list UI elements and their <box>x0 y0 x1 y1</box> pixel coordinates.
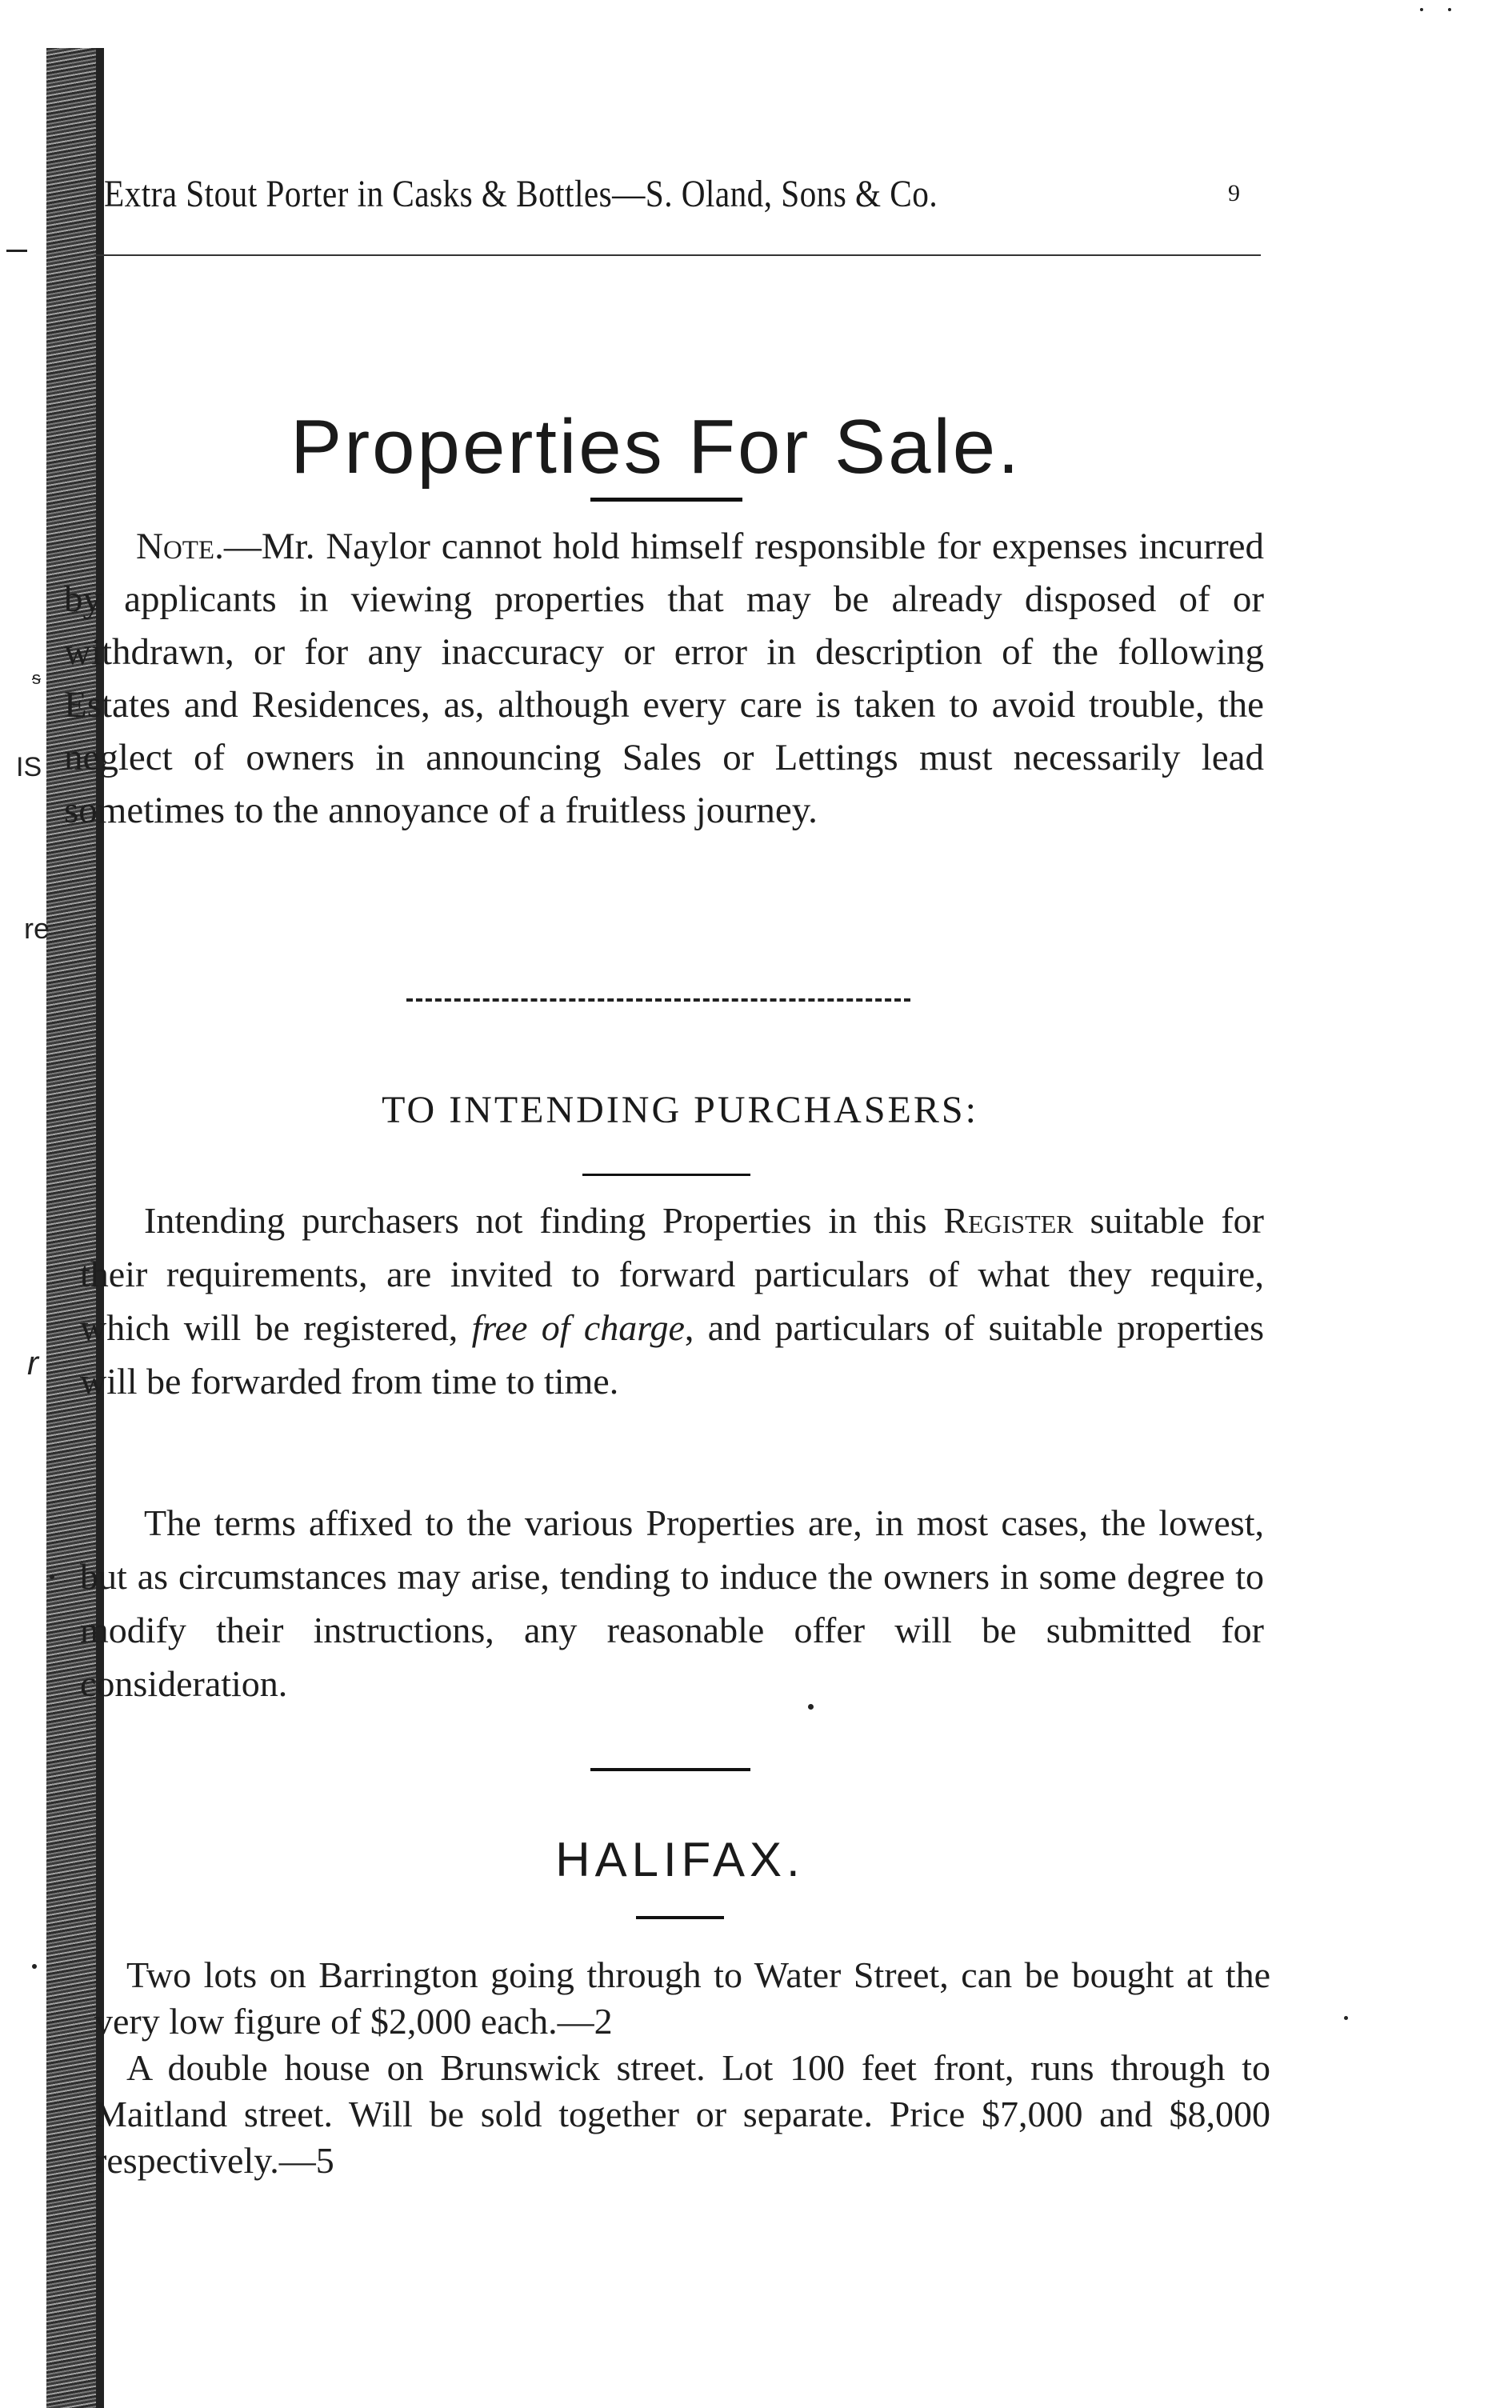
header-rule <box>94 254 1261 256</box>
title-rule <box>590 498 742 502</box>
paragraph-text: , and particulars of suitable properties will be forwarded from time to time. <box>80 1307 1265 1402</box>
paragraph-text: Intending purchasers not finding Properties in this <box>144 1200 944 1241</box>
note-text: —Mr. Naylor cannot hold himself responsible for expenses incurred by applicants in viewing properties that may be already disposed of or withdrawn, or for any inaccuracy or error in description of the following Estates and Residences, as, although every care is taken to avoid trouble, the neglect of owners in announcing Sales or Lettings must necessarily lead sometimes to the annoyance of a fruitless journey. <box>64 526 1264 831</box>
note-paragraph <box>64 520 1264 837</box>
page-title: Properties For Sale. <box>290 404 1022 490</box>
halifax-heading: HALIFAX. <box>555 1833 805 1886</box>
intending-paragraph <box>80 1194 1264 1408</box>
heading-rule <box>582 1174 750 1176</box>
margin-fragment: IS <box>16 752 42 782</box>
free-of-charge: free of charge <box>471 1307 685 1348</box>
intending-purchasers-heading: TO INTENDING PURCHASERS: <box>382 1089 978 1131</box>
ink-speck <box>1420 8 1423 11</box>
paragraph-text: suitable for their requirements, are invited to forward particulars of what they require, which will be registered, <box>80 1200 1265 1348</box>
listing-item <box>94 2045 1270 2184</box>
listing-text: Two lots on Barrington going through to Water Street, can be bought at the very low figure of $2,000 each.—2 <box>94 1954 1270 2042</box>
listing-text: A double house on Brunswick street. Lot 100 feet front, runs through to Maitland street. Will be sold together or separate. Price $7,000 and $8,000 respectively.—5 <box>94 2047 1270 2181</box>
margin-fragment: ᵴ <box>32 668 41 688</box>
section-rule <box>590 1768 750 1771</box>
running-header: Extra Stout Porter in Casks & Bottles—S. Oland, Sons & Co. <box>104 173 938 215</box>
terms-text: The terms affixed to the various Properties are, in most cases, the lowest, but as circumstances may arise, tending to induce the owners in some degree to modify their instructions, any reasonable offer will be submitted for consideration. <box>80 1502 1264 1704</box>
listing-item <box>94 1952 1270 2045</box>
margin-fragment: re <box>24 912 50 945</box>
ink-speck <box>1344 2016 1348 2020</box>
margin-speck <box>50 1574 54 1579</box>
halifax-rule <box>636 1916 724 1919</box>
section-divider <box>406 998 910 1002</box>
margin-speck <box>32 1964 37 1969</box>
register-term: Register <box>943 1200 1074 1241</box>
note-label: Note. <box>136 526 224 567</box>
page-number: 9 <box>1228 180 1240 206</box>
margin-fragment: r <box>27 1344 38 1382</box>
margin-dash <box>6 250 27 252</box>
terms-paragraph <box>80 1496 1264 1710</box>
ink-speck <box>1448 8 1451 11</box>
